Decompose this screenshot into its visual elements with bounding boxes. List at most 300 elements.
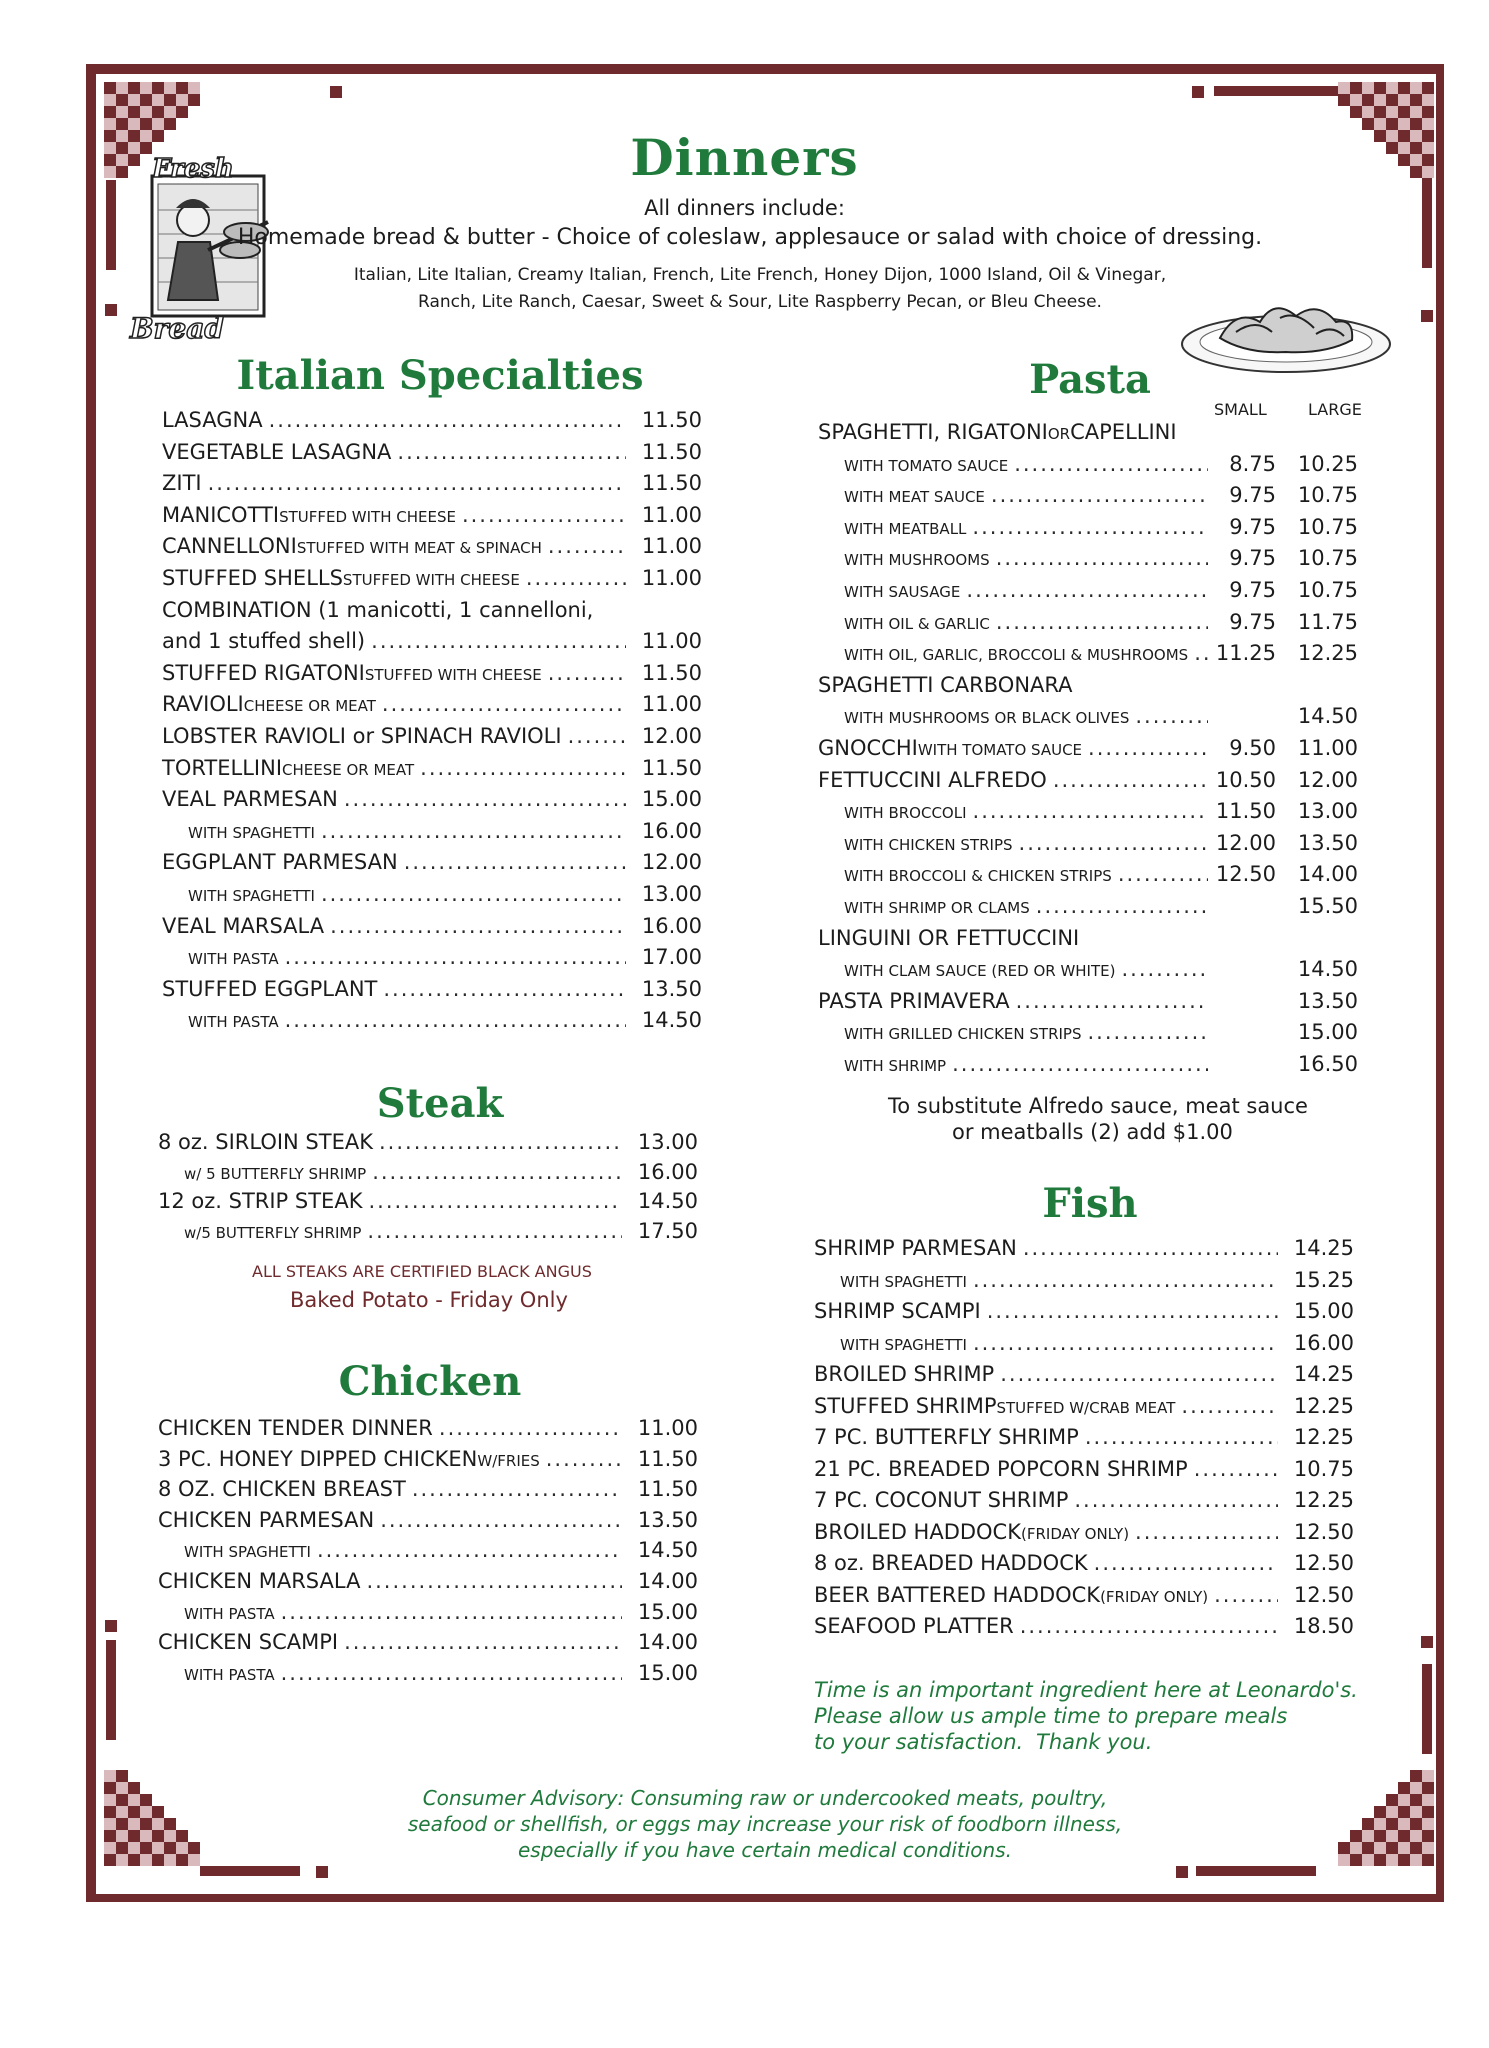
checker-square <box>188 1854 200 1866</box>
dot-leader <box>1214 1583 1278 1607</box>
dot-leader <box>966 578 1208 602</box>
section-title-fish: Fish <box>1042 1180 1138 1227</box>
checker-square <box>1398 1830 1410 1842</box>
dot-leader <box>330 914 626 938</box>
checker-square <box>1410 1782 1422 1794</box>
menu-item-detail: WITH SPAGHETTI <box>840 1335 967 1354</box>
border-accent <box>200 1866 300 1876</box>
menu-item <box>162 629 702 653</box>
dot-leader <box>366 1569 622 1593</box>
menu-item <box>844 1020 1358 1044</box>
checker-square <box>1386 82 1398 94</box>
menu-item-detail: CHEESE OR MEAT <box>282 760 415 779</box>
menu-item <box>162 471 702 495</box>
dot-leader <box>1118 862 1208 886</box>
menu-item <box>158 1130 698 1154</box>
checker-square <box>1398 106 1410 118</box>
menu-item-price: 16.00 <box>637 1159 698 1184</box>
checker-square <box>1374 106 1386 118</box>
section-title-pasta: Pasta <box>1029 356 1151 403</box>
menu-item-price: 11.00 <box>641 629 702 654</box>
menu-item <box>818 989 1358 1013</box>
checker-square <box>1374 1818 1386 1830</box>
checker-square <box>1422 94 1434 106</box>
checker-square <box>152 1806 164 1818</box>
menu-item-name: LINGUINI OR FETTUCCINI <box>818 925 1080 950</box>
dot-leader <box>548 661 626 685</box>
checker-square <box>1422 1854 1434 1866</box>
menu-item-detail: WITH SPAGHETTI <box>184 1543 311 1562</box>
border-accent <box>105 1620 117 1632</box>
menu-item <box>188 819 702 843</box>
menu-item-name: and 1 stuffed shell) <box>162 629 366 654</box>
menu-item-name: CHICKEN TENDER DINNER <box>158 1416 433 1440</box>
menu-item-detail: W/FRIES <box>477 1451 540 1470</box>
checker-square <box>1338 1842 1350 1854</box>
menu-item <box>162 692 702 716</box>
menu-item <box>844 704 1358 728</box>
menu-item-price-large: 13.50 <box>1297 988 1358 1013</box>
menu-item-name: GNOCCHI <box>818 736 918 760</box>
menu-item-name: 8 oz. BREADED HADDOCK <box>814 1551 1088 1575</box>
menu-item-name: SPAGHETTI, RIGATONI <box>818 420 1048 444</box>
checker-square <box>164 82 176 94</box>
border-accent <box>1421 1636 1433 1648</box>
menu-item <box>184 1160 698 1184</box>
checker-square <box>140 82 152 94</box>
menu-item-name: LOBSTER RAVIOLI or SPINACH RAVIOLI <box>162 724 562 748</box>
menu-item-detail: WITH MUSHROOMS OR BLACK OLIVES <box>844 709 1130 728</box>
menu-item-name: STUFFED EGGPLANT <box>162 976 378 1001</box>
border-accent <box>106 180 116 270</box>
checker-square <box>1350 1830 1362 1842</box>
menu-item <box>184 1600 698 1624</box>
menu-item-name: TORTELLINI <box>162 755 283 780</box>
menu-item-name: CHICKEN PARMESAN <box>158 1507 375 1532</box>
dot-leader <box>412 1477 622 1501</box>
dot-leader <box>367 1219 622 1243</box>
checker-square <box>140 106 152 118</box>
menu-item-price-large: 12.00 <box>1297 767 1358 792</box>
menu-item <box>162 440 702 464</box>
dot-leader <box>344 1630 622 1654</box>
checker-square <box>128 1782 140 1794</box>
pasta-col-large: LARGE <box>1308 400 1362 419</box>
menu-item-price-small: 9.75 <box>1229 578 1276 602</box>
menu-item <box>818 926 1358 950</box>
dot-leader <box>285 945 626 969</box>
checker-square <box>1410 82 1422 94</box>
menu-item-name: LASAGNA <box>162 408 263 432</box>
steak-potato-note: Baked Potato - Friday Only <box>290 1288 568 1312</box>
time-note-thanks: Thank you. <box>1036 1730 1153 1754</box>
menu-item-price: 11.00 <box>641 534 702 559</box>
checker-square <box>116 1830 128 1842</box>
checker-square <box>1410 1770 1422 1782</box>
menu-item <box>162 724 702 748</box>
menu-item-name: 8 oz. SIRLOIN STEAK <box>158 1130 373 1154</box>
checker-square <box>116 1818 128 1830</box>
menu-item-price: 11.50 <box>637 1477 698 1502</box>
dot-leader <box>1135 1520 1278 1544</box>
menu-item-detail: WITH SPAGHETTI <box>840 1272 967 1291</box>
menu-item-price: 12.00 <box>641 724 702 748</box>
border-accent <box>105 304 117 316</box>
dot-leader <box>1074 1488 1278 1512</box>
dot-leader <box>568 724 626 748</box>
menu-item-price-large: 10.25 <box>1297 451 1358 476</box>
menu-item <box>162 566 702 590</box>
checker-square <box>128 1818 140 1830</box>
menu-item-price: 14.00 <box>637 1630 698 1655</box>
dot-leader <box>972 515 1208 539</box>
checker-square <box>152 1830 164 1842</box>
menu-item <box>814 1299 1354 1323</box>
menu-item <box>184 1219 698 1243</box>
menu-item <box>158 1508 698 1532</box>
menu-item <box>162 914 702 938</box>
menu-item-price: 15.00 <box>1293 1299 1354 1323</box>
menu-item-price-small: 10.50 <box>1215 767 1276 792</box>
menu-item-price: 14.25 <box>1293 1362 1354 1386</box>
menu-item <box>162 534 702 558</box>
menu-item-price: 11.50 <box>641 408 702 432</box>
menu-item-detail: WITH SHRIMP OR CLAMS <box>844 899 1030 917</box>
dot-leader <box>1014 452 1208 476</box>
menu-item-detail: STUFFED WITH CHEESE <box>279 507 456 526</box>
checker-square <box>116 1842 128 1854</box>
checker-square <box>1362 106 1374 118</box>
checker-square <box>1362 94 1374 106</box>
menu-item-price: 11.50 <box>641 660 702 685</box>
dot-leader <box>372 1160 622 1184</box>
checker-square <box>1386 1806 1398 1818</box>
menu-item <box>814 1551 1354 1575</box>
border-accent <box>1214 86 1338 96</box>
menu-item-name: 7 PC. BUTTERFLY SHRIMP <box>814 1425 1079 1449</box>
menu-item-name: BROILED SHRIMP <box>814 1362 995 1386</box>
menu-item <box>162 756 702 780</box>
dinners-include-text: All dinners include: <box>644 196 845 220</box>
menu-item-detail: WITH MEATBALL <box>844 519 967 538</box>
checker-square <box>1410 94 1422 106</box>
checker-square <box>1422 1830 1434 1842</box>
pasta-col-small: SMALL <box>1214 400 1267 419</box>
menu-item-price: 11.00 <box>641 692 702 717</box>
menu-item <box>162 408 702 432</box>
menu-item-name: CANNELLONI <box>162 534 297 559</box>
menu-item-price-large: 14.50 <box>1297 957 1358 982</box>
checker-square <box>104 82 116 94</box>
menu-item-price: 17.00 <box>641 945 702 970</box>
border-accent <box>316 1866 328 1878</box>
dot-leader <box>404 850 626 874</box>
menu-item-name: EGGPLANT PARMESAN <box>162 850 398 875</box>
checker-square <box>140 1806 152 1818</box>
menu-item-name: SHRIMP PARMESAN <box>814 1236 1017 1260</box>
checker-square <box>128 106 140 118</box>
menu-item-price-small: 11.25 <box>1215 641 1276 666</box>
menu-item-price-large: 10.75 <box>1297 483 1358 508</box>
checker-square <box>188 82 200 94</box>
menu-item-name: SHRIMP SCAMPI <box>814 1299 981 1323</box>
checker-square <box>1422 1818 1434 1830</box>
checker-square <box>176 1842 188 1854</box>
menu-item-detail: OR <box>1047 425 1071 443</box>
menu-item <box>844 862 1358 886</box>
pasta-plate-illustration <box>1176 288 1396 376</box>
menu-item-price: 18.50 <box>1293 1614 1354 1638</box>
menu-item-price: 11.50 <box>641 471 702 496</box>
dot-leader <box>383 977 626 1001</box>
checker-square <box>164 1818 176 1830</box>
menu-item-price-large: 11.00 <box>1297 736 1358 760</box>
corner-ornament-bottom-right <box>1338 1770 1434 1866</box>
section-title-steak: Steak <box>376 1080 504 1127</box>
checker-square <box>128 1854 140 1866</box>
menu-item-price: 13.00 <box>641 882 702 906</box>
menu-item <box>814 1236 1354 1260</box>
checker-square <box>1398 94 1410 106</box>
dot-leader <box>1000 1362 1278 1386</box>
menu-item-name: 21 PC. BREADED POPCORN SHRIMP <box>814 1456 1188 1481</box>
checker-square <box>104 94 116 106</box>
menu-item-price: 16.00 <box>641 818 702 843</box>
menu-item-price-large: 15.50 <box>1297 894 1358 918</box>
menu-item <box>158 1416 698 1440</box>
checker-square <box>1350 94 1362 106</box>
dot-leader <box>420 756 626 780</box>
checker-square <box>188 1842 200 1854</box>
time-note: Time is an important ingredient here at Leonardo's. <box>814 1678 1358 1702</box>
checker-square <box>1386 1794 1398 1806</box>
menu-item-price: 12.25 <box>1293 1488 1354 1512</box>
pasta-substitute-note: or meatballs (2) add $1.00 <box>952 1120 1233 1144</box>
checker-square <box>152 1854 164 1866</box>
menu-item <box>162 598 702 622</box>
menu-item-name: STUFFED RIGATONI <box>162 660 365 685</box>
dinners-sides-text: Homemade bread & butter - Choice of coleslaw, applesauce or salad with choice of dressing. <box>237 225 1263 250</box>
menu-item <box>844 452 1358 476</box>
menu-item-price-large: 10.75 <box>1297 514 1358 539</box>
menu-item-detail: WITH MEAT SAUCE <box>844 488 985 507</box>
menu-item-detail: WITH GRILLED CHICKEN STRIPS <box>844 1025 1082 1044</box>
menu-item-detail: WITH CLAM SAUCE (RED OR WHITE) <box>844 962 1116 981</box>
menu-item-detail: WITH OIL, GARLIC, BROCCOLI & MUSHROOMS <box>844 646 1189 665</box>
menu-item <box>814 1520 1354 1544</box>
checker-square <box>104 1842 116 1854</box>
menu-item-name: COMBINATION (1 manicotti, 1 cannelloni, <box>162 597 594 622</box>
dot-leader <box>1121 957 1208 981</box>
checker-square <box>1362 1842 1374 1854</box>
checker-square <box>1422 1806 1434 1818</box>
checker-square <box>128 1842 140 1854</box>
menu-item-detail: WITH SHRIMP <box>844 1057 947 1075</box>
menu-item <box>162 661 702 685</box>
checker-square <box>1350 82 1362 94</box>
checker-square <box>152 1842 164 1854</box>
menu-item-price: 15.00 <box>637 1660 698 1685</box>
section-title-chicken: Chicken <box>338 1358 522 1405</box>
menu-item-price-large: 10.75 <box>1297 546 1358 571</box>
menu-item <box>162 787 702 811</box>
checker-square <box>1422 1794 1434 1806</box>
dot-leader <box>952 1052 1208 1076</box>
checker-square <box>1398 1854 1410 1866</box>
checker-square <box>164 1854 176 1866</box>
menu-item <box>188 945 702 969</box>
checker-square <box>1422 82 1434 94</box>
menu-item <box>818 673 1358 697</box>
checker-square <box>104 106 116 118</box>
menu-item-name: FETTUCCINI ALFREDO <box>818 767 1047 792</box>
checker-square <box>1398 82 1410 94</box>
menu-item <box>844 515 1358 539</box>
checker-square <box>140 1842 152 1854</box>
dot-leader <box>439 1416 622 1440</box>
dot-leader <box>380 1508 622 1532</box>
dot-leader <box>987 1299 1278 1323</box>
page-title: Dinners <box>630 128 859 187</box>
checker-square <box>1374 1830 1386 1842</box>
dot-leader <box>368 1189 622 1213</box>
menu-item-name: BEER BATTERED HADDOCK <box>814 1582 1101 1607</box>
dot-leader <box>973 799 1208 823</box>
menu-item-price-small: 9.50 <box>1229 736 1276 760</box>
menu-item-detail: WITH PASTA <box>188 1013 279 1032</box>
checker-square <box>128 82 140 94</box>
menu-item-name: MANICOTTI <box>162 502 280 527</box>
menu-item <box>844 483 1358 507</box>
menu-item-name: 7 PC. COCONUT SHRIMP <box>814 1488 1069 1512</box>
dot-leader <box>462 503 626 527</box>
menu-item-price-small: 12.50 <box>1215 862 1276 887</box>
consumer-advisory: Consumer Advisory: Consuming raw or undercooked meats, poultry, <box>422 1786 1108 1810</box>
menu-item-detail: WITH OIL & GARLIC <box>844 614 990 633</box>
checker-square <box>116 1770 128 1782</box>
menu-item <box>158 1569 698 1593</box>
menu-item-name: RAVIOLI <box>162 692 244 717</box>
checker-square <box>1350 1842 1362 1854</box>
menu-item-detail: WITH MUSHROOMS <box>844 551 990 570</box>
checker-square <box>1374 1854 1386 1866</box>
menu-item-price: 11.00 <box>641 566 702 590</box>
dressings-list: Italian, Lite Italian, Creamy Italian, French, Lite French, Honey Dijon, 1000 Island, Oil & Vinegar, <box>353 265 1167 285</box>
checker-square <box>116 94 128 106</box>
menu-item-name: VEAL PARMESAN <box>162 787 338 812</box>
menu-item-name: SPAGHETTI CARBONARA <box>818 672 1073 697</box>
menu-item-detail: WITH PASTA <box>184 1665 275 1684</box>
checker-square <box>104 1794 116 1806</box>
menu-item <box>162 977 702 1001</box>
checker-square <box>128 94 140 106</box>
menu-item-price: 14.50 <box>641 1008 702 1033</box>
checker-square <box>176 94 188 106</box>
checker-square <box>152 106 164 118</box>
menu-item <box>844 610 1358 634</box>
border-accent <box>330 86 342 98</box>
steak-angus-note: ALL STEAKS ARE CERTIFIED BLACK ANGUS <box>252 1262 592 1281</box>
menu-item-price: 15.00 <box>641 787 702 812</box>
time-note: to your satisfaction. <box>814 1730 1024 1754</box>
checker-square <box>1362 1854 1374 1866</box>
checker-square <box>116 106 128 118</box>
menu-item-name: BROILED HADDOCK <box>814 1519 1021 1544</box>
menu-item-price-small: 9.75 <box>1229 609 1276 634</box>
checker-square <box>188 94 200 106</box>
menu-item-price-small: 11.50 <box>1215 799 1276 824</box>
checker-square <box>140 1854 152 1866</box>
menu-item <box>162 850 702 874</box>
menu-item <box>188 1008 702 1032</box>
dot-leader <box>1023 1236 1278 1260</box>
menu-item <box>814 1425 1354 1449</box>
menu-item-price: 14.50 <box>637 1538 698 1563</box>
checker-square <box>1398 1782 1410 1794</box>
menu-item-price-small: 9.75 <box>1229 546 1276 571</box>
menu-item-detail: STUFFED WITH MEAT & SPINACH <box>296 539 542 558</box>
menu-item <box>814 1614 1354 1638</box>
menu-item-name: VEGETABLE LASAGNA <box>162 439 392 464</box>
menu-item-price-large: 13.00 <box>1297 799 1358 824</box>
menu-item-price-small: 8.75 <box>1229 451 1276 476</box>
menu-item <box>814 1583 1354 1607</box>
checker-square <box>116 1854 128 1866</box>
dot-leader <box>1016 989 1208 1013</box>
checker-square <box>116 82 128 94</box>
menu-item <box>184 1538 698 1562</box>
menu-item-price-large: 16.50 <box>1297 1052 1358 1076</box>
dot-leader <box>285 1008 626 1032</box>
menu-item-price: 12.50 <box>1293 1582 1354 1607</box>
checker-square <box>1386 94 1398 106</box>
checker-square <box>116 1782 128 1794</box>
menu-item-price: 12.50 <box>1293 1551 1354 1575</box>
menu-item-name: ZITI <box>162 471 202 496</box>
menu-item <box>814 1362 1354 1386</box>
menu-item-price: 13.50 <box>637 1507 698 1532</box>
dot-leader <box>1053 768 1208 792</box>
logo-text-bottom: Bread <box>130 312 224 345</box>
menu-item <box>818 768 1358 792</box>
dot-leader <box>317 1538 622 1562</box>
menu-item <box>158 1447 698 1471</box>
menu-item <box>818 736 1358 760</box>
checker-square <box>104 1854 116 1866</box>
menu-item <box>844 831 1358 855</box>
menu-item-name: SEAFOOD PLATTER <box>814 1614 1014 1638</box>
menu-item-detail: STUFFED WITH CHEESE <box>342 571 520 589</box>
menu-item-detail: w/5 BUTTERFLY SHRIMP <box>184 1223 362 1242</box>
menu-item-price: 11.00 <box>641 502 702 527</box>
dot-leader <box>321 819 626 843</box>
menu-item-price-large: 12.25 <box>1297 641 1358 666</box>
border-accent <box>1176 1866 1188 1878</box>
menu-item-price: 11.00 <box>637 1416 698 1440</box>
menu-item-price: 15.25 <box>1293 1267 1354 1292</box>
menu-item <box>840 1268 1354 1292</box>
menu-item-name: CHICKEN MARSALA <box>158 1569 361 1593</box>
menu-item <box>814 1488 1354 1512</box>
menu-item-name: VEAL MARSALA <box>162 913 325 938</box>
dot-leader <box>382 692 626 716</box>
checker-square <box>128 1806 140 1818</box>
dot-leader <box>973 1331 1278 1355</box>
menu-item-price: 12.00 <box>641 850 702 875</box>
menu-item <box>844 957 1358 981</box>
menu-item-detail: (FRIDAY ONLY) <box>1021 1524 1130 1543</box>
menu-item-price: 11.50 <box>637 1446 698 1471</box>
